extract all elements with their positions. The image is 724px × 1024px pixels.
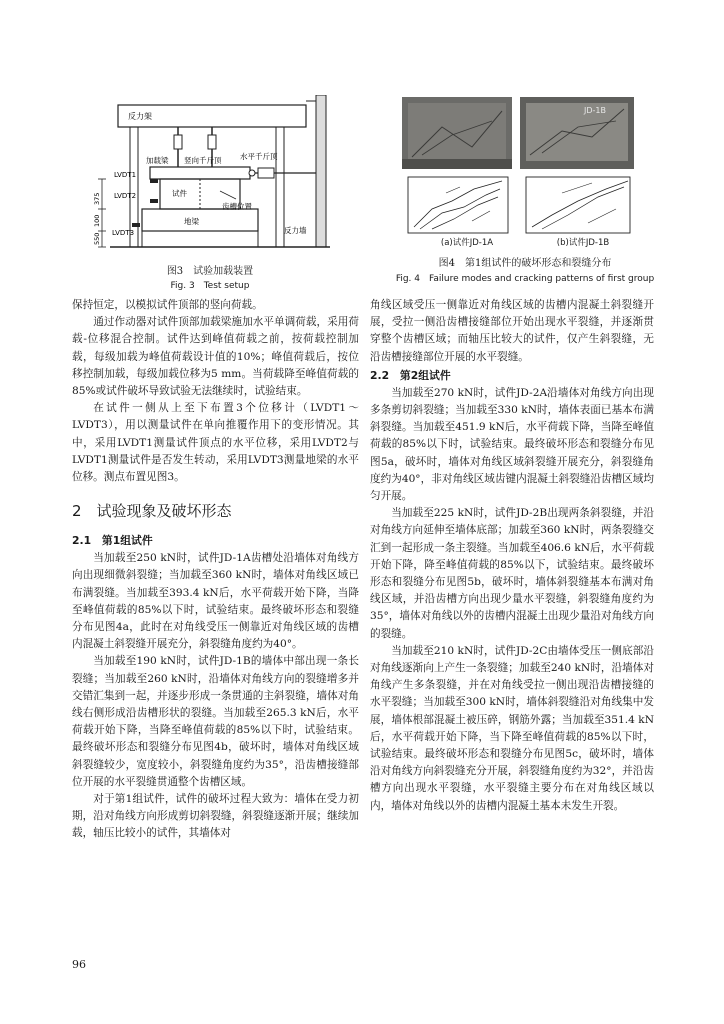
right-paragraph-1: 角线区域受压一侧靠近对角线区域的齿槽内混凝土斜裂缝开展，受拉一侧沿齿槽接缝部位开始出现水平裂缝，并逐渐贯穿整个齿槽区域；而轴压比较大的试件，仅产生斜裂缝，无沿齿槽接缝部位开展的水平裂缝。 bbox=[370, 299, 654, 363]
left-paragraph-4: 当加载至250 kN时，试件JD-1A齿槽处沿墙体对角线方向出现细微斜裂缝；当加载至360 kN时，墙体对角线区域已布满裂缝。当加载至393.4 kN后，水平荷载开始下降，当降至峰值荷载的85%以下时，试验结束。最终破坏形态和裂缝分布见图4a，此时在对角线受压一侧靠近对角线区域的齿槽内混凝土斜裂缝开展充分，斜裂缝角度约为40°。 bbox=[72, 552, 359, 651]
label-reaction-frame: 反力架 bbox=[128, 112, 152, 121]
test-setup-drawing bbox=[80, 95, 340, 265]
left-paragraph-3: 在试件一侧从上至下布置3个位移计（LVDT1～LVDT3），用以测量试件在单向推覆作用下的变形情况。其中，采用LVDT1测量试件顶点的水平位移，采用LVDT2与LVDT1测量试件是否发生转动，采用LVDT3测量地梁的水平位移。测点布置见图3。 bbox=[72, 402, 359, 484]
label-reaction-wall: 反力墙 bbox=[284, 226, 307, 235]
left-paragraph-2: 通过作动器对试件顶部加载梁施加水平单调荷载，采用荷载-位移混合控制。试件达到峰值荷载之前，按荷载控制加载，每级加载为峰值荷载设计值的10%；峰值荷载后，按位移控制加载，每级加载位移为5 mm。当荷载降至峰值荷载的85%或试件破坏导致试验无法继续时，试验结束。 bbox=[72, 316, 359, 398]
figure-3 bbox=[80, 95, 340, 265]
label-vertical-jack: 竖向千斤顶 bbox=[184, 156, 222, 165]
label-specimen: 试件 bbox=[172, 189, 187, 198]
right-paragraph-2: 当加载至270 kN时，试件JD-2A沿墙体对角线方向出现多条剪切斜裂缝；当加载至330 kN时，墙体表面已基本布满斜裂缝。当加载至451.9 kN后，水平荷载下降，当降至峰值荷载的85%以下时，试验结束。最终破坏形态和裂缝分布见图5a，破坏时，墙体对角线区域斜裂缝开展充分，斜裂缝角度约为40°，非对角线区域齿键内混凝土斜裂缝沿齿槽区域均匀开展。 bbox=[370, 386, 654, 503]
dim-375: 375 bbox=[93, 192, 101, 205]
figure-4 bbox=[402, 97, 642, 247]
label-lvdt1: LVDT1 bbox=[114, 171, 137, 179]
subsection-2-2-heading: 2.2 第2组试件 bbox=[370, 368, 451, 382]
fig4-sub-a: (a)试件JD-1A bbox=[440, 238, 494, 248]
right-paragraph-3: 当加载至225 kN时，试件JD-2B出现两条斜裂缝，并沿对角线方向延伸至墙体底部；加载至360 kN时，两条裂缝交汇到一起形成一条主裂缝。当加载至406.6 kN后，水平荷载开始下降，降至峰值荷载的85%以下，试验结束。最终破坏形态和裂缝分布见图5b，破坏时，墙体斜裂缝基本布满对角线区域，并沿齿槽方向出现少量水平裂缝，斜裂缝角度约为35°，墙体对角线以外的齿槽内混凝土出现少量沿对角线方向的裂缝。 bbox=[370, 507, 654, 640]
fig4-caption-cn: 图4 第1组试件的破坏形态和裂缝分布 bbox=[438, 258, 612, 269]
dim-550: 550 bbox=[93, 232, 101, 245]
fig3-caption-cn: 图3 试验加载装置 bbox=[166, 266, 254, 277]
left-paragraph-5: 当加载至190 kN时，试件JD-1B的墙体中部出现一条长裂缝；当加载至260 kN时，沿墙体对角线方向的裂缝增多并交错汇集到一起，并逐步形成一条贯通的主斜裂缝，墙体对角线右侧形成沿齿槽形状的裂缝。当加载至265.3 kN后，水平荷载开始下降，当降至峰值荷载的85%以下时，试验结束。最终破坏形态和裂缝分布见图4b，破坏时，墙体对角线区域斜裂缝较少，宽度较小，斜裂缝角度约为35°，沿齿槽接缝部位开展的水平裂缝贯通整个齿槽区域。 bbox=[72, 655, 359, 788]
fig4-sub-b: (b)试件JD-1B bbox=[556, 238, 610, 248]
right-paragraph-4: 当加载至210 kN时，试件JD-2C由墙体受压一侧底部沿对角线逐渐向上产生一条裂缝；加载至240 kN时，沿墙体对角线产生多条裂缝，并在对角线受拉一侧出现沿齿槽接缝的水平裂缝；当加载至300 kN时，墙体斜裂缝沿对角线集中发展，墙体根部混凝土被压碎，钢筋外露；当加载至351.4 kN后，水平荷载开始下降，当下降至峰值荷载的85%以下时，试验结束。最终破坏形态和裂缝分布见图5c，破坏时，墙体沿对角线方向斜裂缝充分开展，斜裂缝角度约为32°，并沿齿槽方向出现水平裂缝，水平裂缝主要分布在对角线区域以内，墙体对角线以外的齿槽内混凝土基本未发生开裂。 bbox=[370, 644, 654, 812]
left-column bbox=[72, 297, 359, 843]
section-2-heading: 2 试验现象及破坏形态 bbox=[72, 502, 232, 521]
label-horizontal-jack: 水平千斤顶 bbox=[240, 152, 278, 161]
label-ground-beam: 地梁 bbox=[184, 217, 199, 226]
right-column bbox=[370, 297, 654, 815]
label-groove-position: 齿槽位置 bbox=[222, 202, 252, 211]
left-paragraph-1: 保持恒定，以模拟试件顶部的竖向荷载。 bbox=[72, 299, 263, 311]
subsection-2-1-heading: 2.1 第1组试件 bbox=[72, 534, 153, 548]
fig3-caption-en: Fig. 3 Test setup bbox=[170, 281, 250, 291]
crack-sketch-jd-1a bbox=[408, 177, 508, 233]
crack-sketch-jd-1b bbox=[526, 177, 630, 233]
dim-100: 100 bbox=[93, 214, 101, 227]
photo-jd-1b bbox=[520, 97, 634, 169]
label-lvdt3: LVDT3 bbox=[112, 229, 135, 237]
fig4-caption-en: Fig. 4 Failure modes and cracking patterns of first group bbox=[395, 274, 655, 284]
label-lvdt2: LVDT2 bbox=[114, 192, 137, 200]
page-number: 96 bbox=[72, 958, 86, 971]
left-paragraph-6: 对于第1组试件，试件的破坏过程大致为：墙体在受力初期，沿对角线方向形成剪切斜裂缝，斜裂缝逐渐开展；继续加载，轴压比较小的试件，其墙体对 bbox=[72, 793, 359, 840]
label-loading-beam: 加载梁 bbox=[146, 156, 169, 165]
photo-label-jd-1b: JD-1B bbox=[584, 106, 606, 115]
photo-jd-1a bbox=[402, 97, 512, 169]
